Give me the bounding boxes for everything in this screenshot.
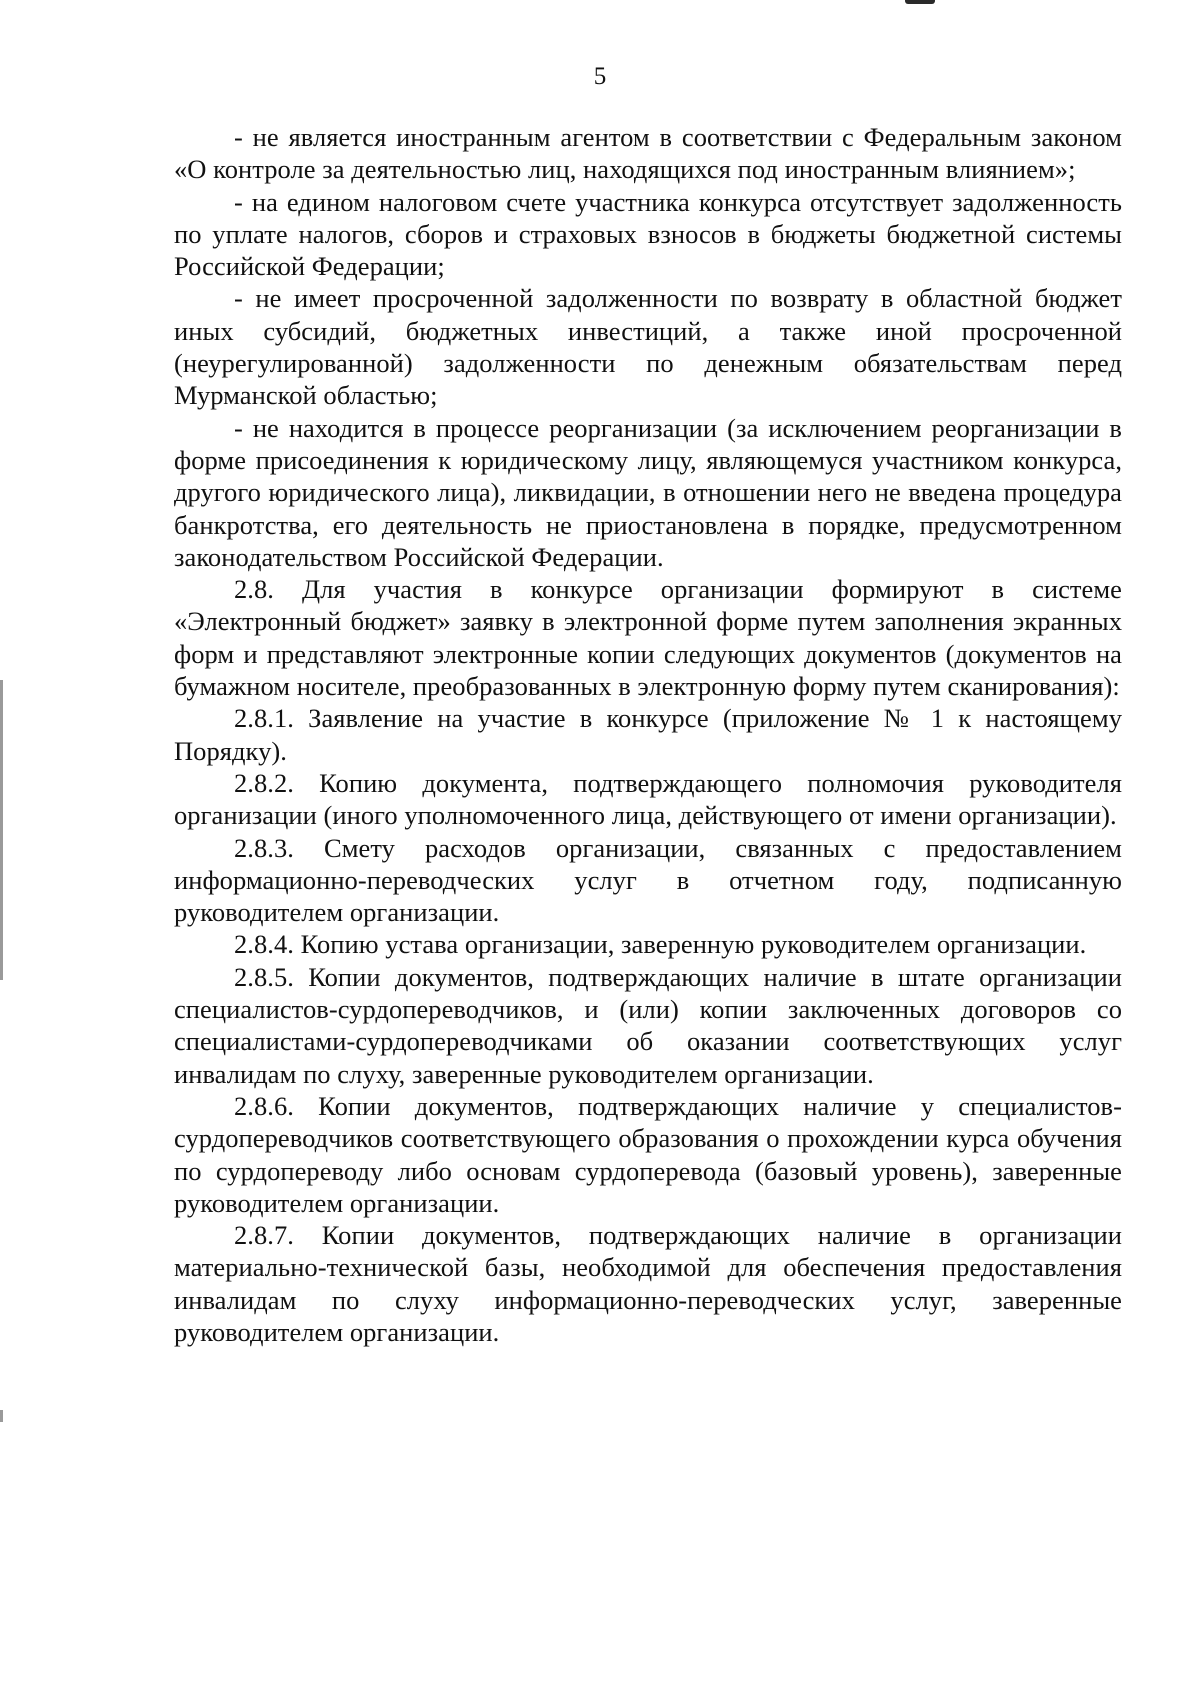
paragraph-2-8-3: 2.8.3. Смету расходов организации, связанных с предоставлением информационно-переводческих услуг в отчетном году, подписанную руководителем организации. [174,832,1122,928]
scan-edge-artifact [0,680,3,980]
paragraph-no-overdue-debt: - не имеет просроченной задолженности по возврату в областной бюджет иных субсидий, бюджетных инвестиций, а также иной просроченной (неурегулированной) задолженности по денежным обязательствам перед Мурманской областью; [174,283,1122,411]
paragraph-2-8-7: 2.8.7. Копии документов, подтверждающих наличие в организации материально-технической базы, необходимой для обеспечения предоставления инвалидам по слуху информационно-переводческих услуг, заверенные руководителем организации. [174,1220,1122,1347]
document-body [174,121,1122,1348]
paragraph-2-8-6: 2.8.6. Копии документов, подтверждающих наличие у специалистов-сурдопереводчиков соответствующего образования о прохождении курса обучения по сурдопереводу либо основам сурдоперевода (базовый уровень), заверенные руководителем организации. [174,1090,1122,1218]
page-number: 5 [593,63,607,90]
paragraph-no-reorganization: - не находится в процессе реорганизации (за исключением реорганизации в форме присоединения к юридическому лицу, являющемуся участником конкурса, другого юридического лица), ликвидации, в отношении него не введена процедура банкротства, его деятельность не приостановлена в порядке, предусмотренном законодательством Российской Федерации. [174,412,1122,572]
paragraph-2-8-1: 2.8.1. Заявление на участие в конкурсе (приложение № 1 к настоящему Порядку). [174,703,1122,766]
paragraph-2-8-5: 2.8.5. Копии документов, подтверждающих наличие в штате организации специалистов-сурдопереводчиков, и (или) копии заключенных договоров со специалистами-сурдопереводчиками об оказании соответствующих услуг инвалидам по слуху, заверенные руководителем организации. [174,961,1122,1089]
paragraph-not-foreign-agent: - не является иностранным агентом в соответствии с Федеральным законом «О контроле за деятельностью лиц, находящихся под иностранным влиянием»; [174,122,1122,185]
paragraph-2-8-2: 2.8.2. Копию документа, подтверждающего полномочия руководителя организации (иного уполномоченного лица, действующего от имени организации). [174,767,1122,831]
scan-artifact-mark [905,0,935,4]
paragraph-no-tax-debt: - на едином налоговом счете участника конкурса отсутствует задолженность по уплате налогов, сборов и страховых взносов в бюджеты бюджетной системы Российской Федерации; [174,186,1122,282]
paragraph-2-8: 2.8. Для участия в конкурсе организации формируют в системе «Электронный бюджет» заявку в электронной форме путем заполнения экранных форм и представляют электронные копии следующих документов (документов на бумажном носителе, преобразованных в электронную форму путем сканирования): [174,574,1122,702]
paragraph-2-8-4: 2.8.4. Копию устава организации, заверенную руководителем организации. [234,929,1087,960]
scan-edge-artifact [0,1410,3,1422]
